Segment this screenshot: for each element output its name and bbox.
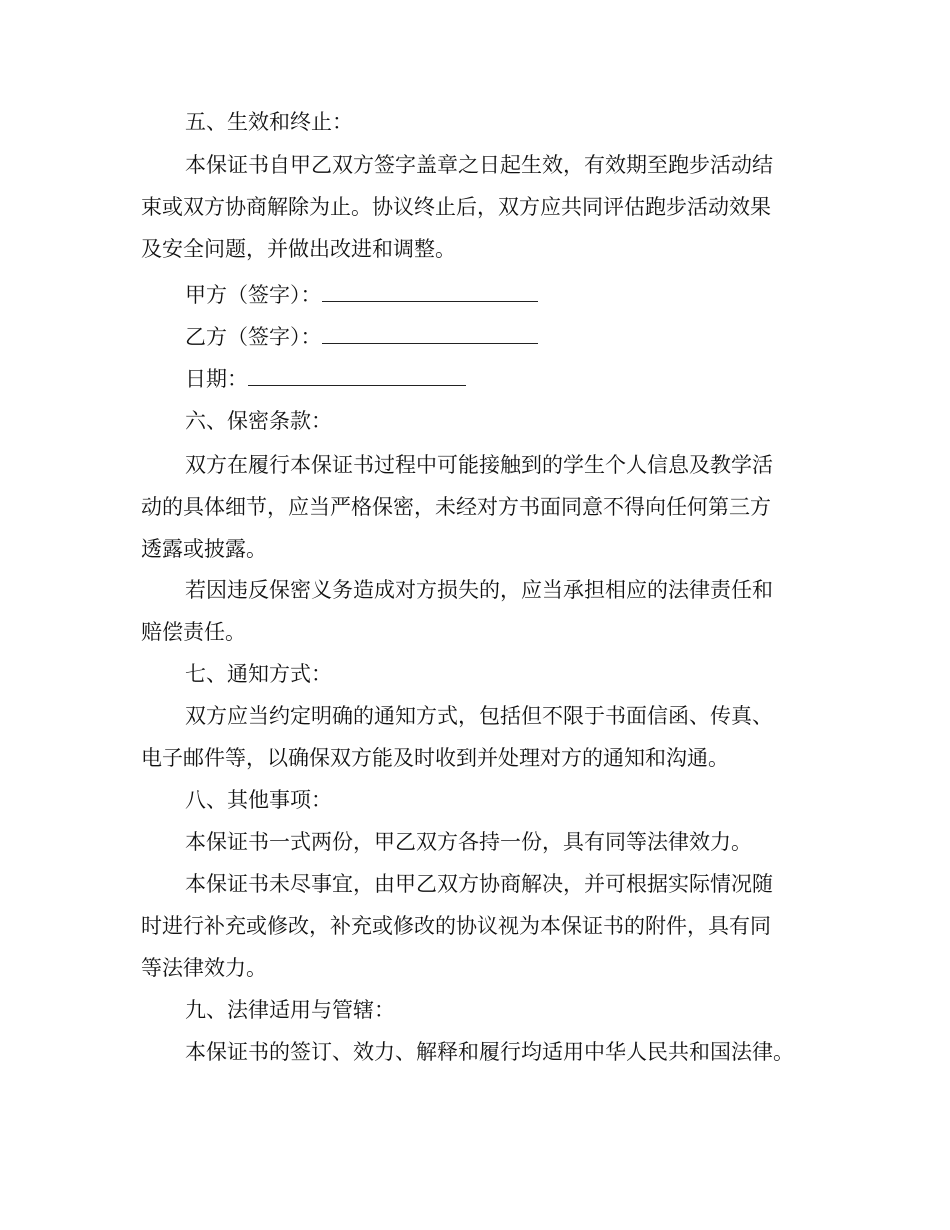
party-a-signature-line bbox=[185, 280, 538, 310]
section-heading-other-matters: 八、其他事项： bbox=[185, 788, 332, 812]
party-b-signature-field[interactable] bbox=[322, 323, 538, 344]
section-heading-confidentiality: 六、保密条款： bbox=[185, 409, 332, 433]
paragraph-line: 透露或披露。 bbox=[141, 537, 267, 561]
paragraph-line: 双方在履行本保证书过程中可能接触到的学生个人信息及教学活 bbox=[185, 453, 773, 477]
paragraph-line: 束或双方协商解除为止。协议终止后，双方应共同评估跑步活动效果 bbox=[141, 195, 771, 219]
paragraph-line: 电子邮件等，以确保双方能及时收到并处理对方的通知和沟通。 bbox=[141, 746, 729, 770]
party-b-signature-line bbox=[185, 322, 538, 352]
section-heading-effect-termination: 五、生效和终止： bbox=[185, 110, 353, 134]
party-a-signature-field[interactable] bbox=[322, 281, 538, 302]
date-field[interactable] bbox=[248, 365, 466, 386]
paragraph-line: 本保证书的签订、效力、解释和履行均适用中华人民共和国法律。 bbox=[185, 1040, 794, 1064]
date-line bbox=[185, 364, 466, 394]
date-label: 日期： bbox=[185, 367, 248, 391]
paragraph-line: 动的具体细节，应当严格保密，未经对方书面同意不得向任何第三方 bbox=[141, 495, 771, 519]
section-heading-governing-law: 九、法律适用与管辖： bbox=[185, 998, 395, 1022]
paragraph-line: 等法律效力。 bbox=[141, 956, 267, 980]
party-b-label: 乙方（签字）： bbox=[185, 325, 322, 349]
paragraph-line: 本保证书一式两份，甲乙双方各持一份，具有同等法律效力。 bbox=[185, 830, 752, 854]
paragraph-line: 赔偿责任。 bbox=[141, 620, 246, 644]
party-a-label: 甲方（签字）： bbox=[185, 283, 322, 307]
paragraph-line: 时进行补充或修改，补充或修改的协议视为本保证书的附件，具有同 bbox=[141, 914, 771, 938]
paragraph-line: 若因违反保密义务造成对方损失的，应当承担相应的法律责任和 bbox=[185, 578, 773, 602]
paragraph-line: 双方应当约定明确的通知方式，包括但不限于书面信函、传真、 bbox=[185, 704, 773, 728]
paragraph-line: 本保证书未尽事宜，由甲乙双方协商解决，并可根据实际情况随 bbox=[185, 872, 773, 896]
paragraph-line: 本保证书自甲乙双方签字盖章之日起生效，有效期至跑步活动结 bbox=[185, 153, 773, 177]
section-heading-notification: 七、通知方式： bbox=[185, 662, 332, 686]
paragraph-line: 及安全问题，并做出改进和调整。 bbox=[141, 237, 456, 261]
